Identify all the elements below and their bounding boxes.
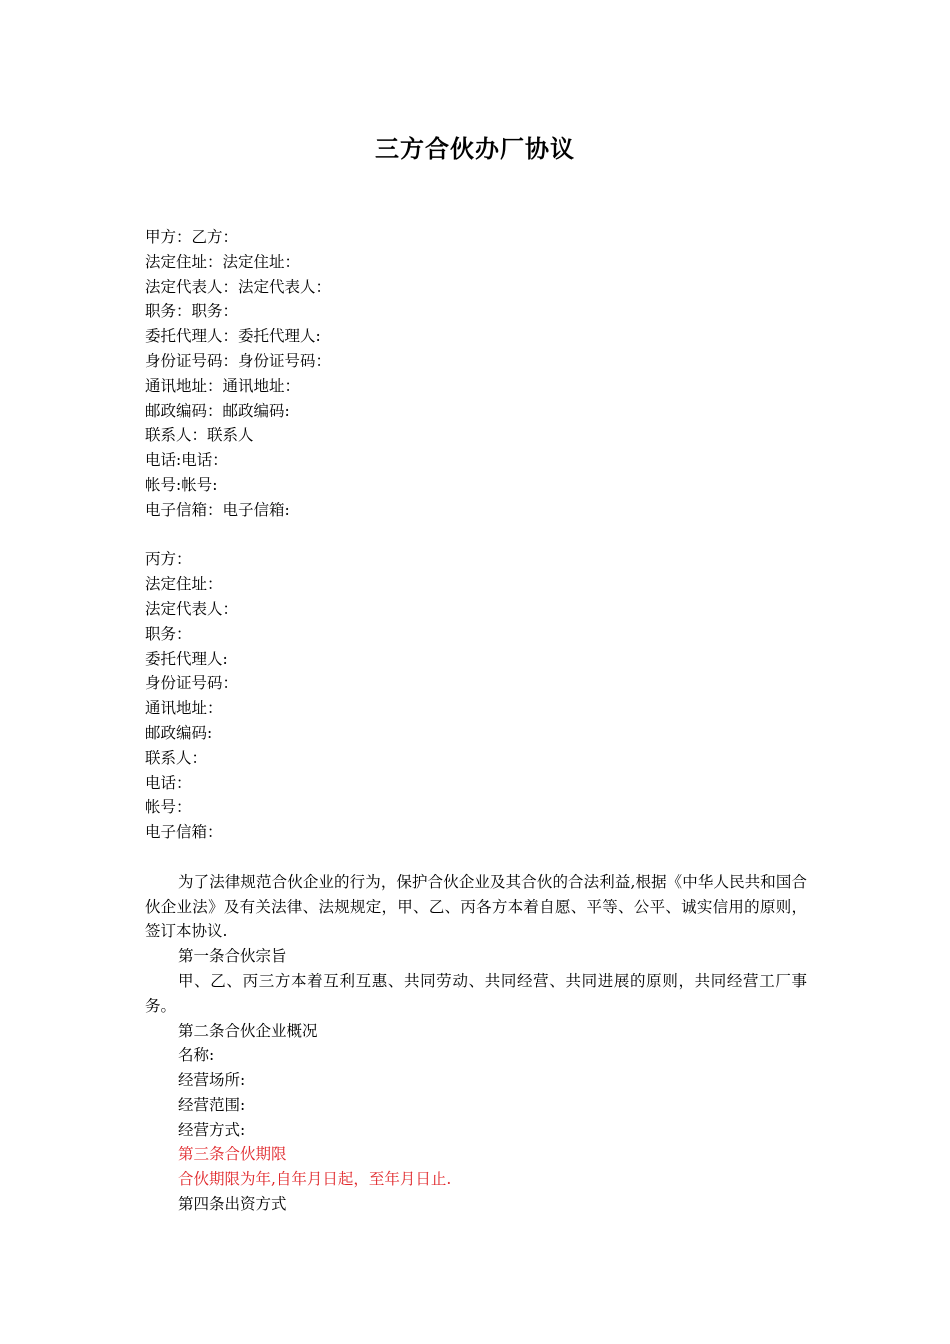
article-4-heading: 第四条出资方式 [178,1195,287,1214]
party-c-line: 帐号： [145,798,192,817]
party-ab-line: 甲方：乙方： [145,228,239,246]
document-title: 三方合伙办厂协议 [375,134,575,163]
article-2-item: 经营方式: [178,1120,246,1139]
document-body [145,225,807,1217]
party-ab-block [145,225,807,523]
party-ab-line: 委托代理人：委托代理人: [145,327,321,346]
party-ab-line: 通讯地址：通讯地址： [145,376,301,395]
party-c-block [145,547,807,845]
party-ab-line: 职务：职务： [145,302,239,321]
party-ab-line: 法定代表人：法定代表人： [145,277,332,296]
party-ab-line: 联系人：联系人 [145,426,254,445]
article-2-heading: 第二条合伙企业概况 [178,1021,318,1040]
article-1-text: 甲、乙、丙三方本着互利互惠、共同劳动、共同经营、共同进展的原则，共同经营工厂事务。 [145,971,807,1015]
party-c-line: 电子信箱： [145,823,223,842]
party-c-line: 法定住址： [145,575,223,594]
spacer [145,845,807,870]
party-c-line: 通讯地址： [145,699,223,718]
party-ab-line: 电子信箱：电子信箱: [145,500,290,519]
party-ab-line: 邮政编码：邮政编码: [145,401,290,420]
party-ab-line: 帐号:帐号: [145,475,218,494]
article-2-item: 名称: [178,1046,215,1065]
party-c-line: 邮政编码: [145,723,213,742]
article-3-heading: 第三条合伙期限 [178,1145,287,1164]
article-3-text: 合伙期限为年,自年月日起，至年月日止. [178,1170,452,1189]
party-ab-line: 电话:电话： [145,451,228,470]
party-ab-line: 身份证号码：身份证号码： [145,351,332,370]
article-2-item: 经营范围: [178,1095,246,1114]
party-c-line: 委托代理人: [145,649,228,668]
article-1-heading: 第一条合伙宗旨 [178,947,287,966]
party-c-line: 电话： [145,773,192,792]
party-c-line: 联系人： [145,748,208,767]
party-c-line: 身份证号码： [145,674,239,693]
party-c-line: 职务： [145,624,192,643]
intro-paragraph: 为了法律规范合伙企业的行为，保护合伙企业及其合伙的合法利益,根据《中华人民共和国合伙企业法》及有关法律、法规规定，甲、乙、丙各方本着自愿、平等、公平、诚实信用的原则，签订本协议. [145,872,807,941]
party-ab-line: 法定住址：法定住址： [145,252,301,271]
party-c-line: 法定代表人： [145,599,239,618]
spacer [145,523,807,548]
party-c-line: 丙方： [145,550,192,569]
article-2-item: 经营场所: [178,1071,246,1090]
